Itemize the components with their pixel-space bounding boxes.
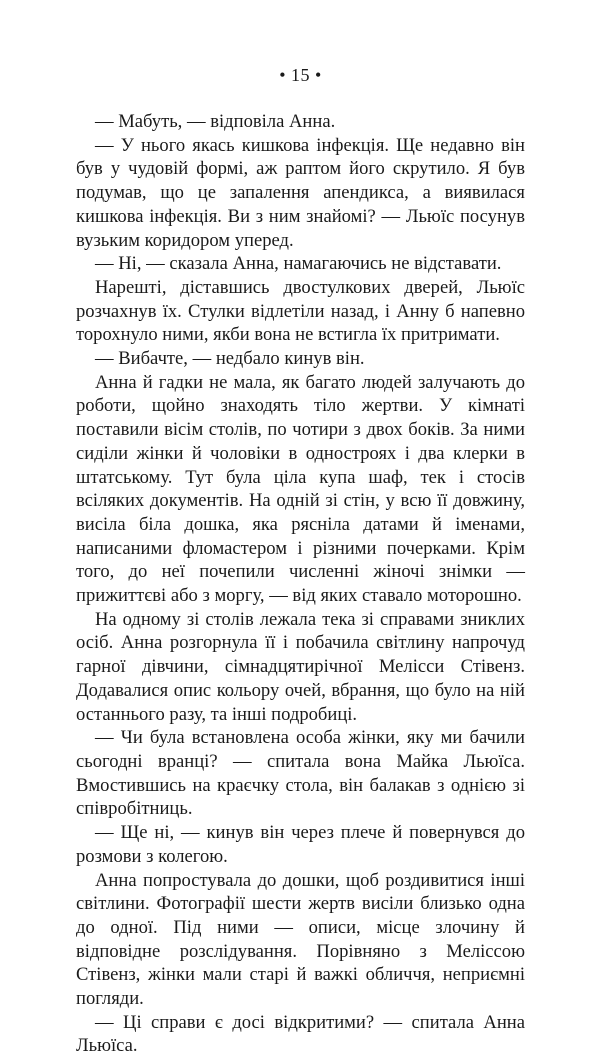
paragraph: Нарешті, діставшись двостулкових дверей, Льюїс розчахнув їх. Стулки відлетіли назад, і Анну б напевно торохнуло ними, якби вона не встигла їх притримати. [76, 276, 525, 346]
paragraph: Анна й гадки не мала, як багато людей залучають до роботи, щойно знаходять тіло жертви. У кімнаті поставили вісім столів, по чотири з двох боків. За ними сиділи жінки й чоловіки в одностроях і два клерки в штатському. Тут була ціла купа шаф, тек і стосів всіляких документів. На одній зі стін, у всю її довжину, висіла біла дошка, яка рясніла датами й іменами, написаними фломастером і різними почерками. Крім того, до неї почепили численні жіночі знімки — прижиттєві або з моргу, — від яких ставало моторошно. [76, 371, 525, 607]
book-page [76, 0, 525, 1057]
paragraph: На одному зі столів лежала тека зі справами зниклих осіб. Анна розгорнула її і побачила світлину напрочуд гарної дівчини, сімнадцятирічної Мелісси Стівенз. Додавалися опис кольору очей, вбрання, що було на ній останнього разу, та інші подробиці. [76, 608, 525, 725]
body-text [76, 110, 525, 1058]
page-number: • 15 • [279, 65, 322, 85]
paragraph: — Чи була встановлена особа жінки, яку ми бачили сьогодні вранці? — спитала вона Майка Льюїса. Вмостившись на краєчку стола, він балакав з однією зі співробітниць. [76, 727, 525, 820]
paragraph: — У нього якась кишкова інфекція. Ще недавно він був у чудовій формі, аж раптом його скрутило. Я був подумав, що це запалення апендикса, а виявилася кишкова інфекція. Ви з ним знайомі? — Льюїс посунув вузьким коридором уперед. [76, 134, 525, 251]
paragraph: — Вибачте, — недбало кинув він. [95, 348, 365, 370]
paragraph: — Ці справи є досі відкритими? — спитала Анна Льюїса. [76, 1011, 525, 1057]
paragraph: — Ні, — сказала Анна, намагаючись не відставати. [95, 253, 502, 275]
paragraph: — Ще ні, — кинув він через плече й повернувся до розмови з колегою. [76, 822, 525, 867]
paragraph: — Мабуть, — відповіла Анна. [95, 111, 336, 132]
paragraph: Анна попростувала до дошки, щоб роздивитися інші світлини. Фотографії шести жертв висіли близько одна до одної. Під ними — описи, місце злочину й відповідне розслідування. Порівняно з Меліссою Стівенз, жінки мали старі й важкі обличчя, неприємні погляди. [76, 869, 525, 1010]
